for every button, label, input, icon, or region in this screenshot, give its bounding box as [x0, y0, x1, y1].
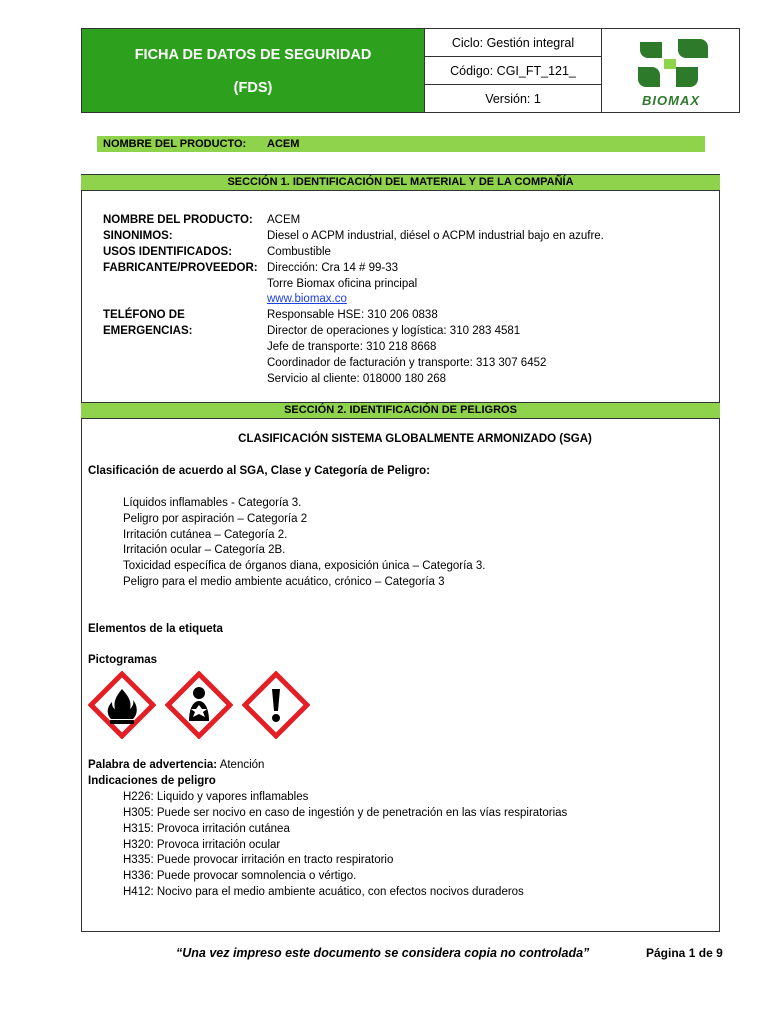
signal-word-line	[88, 758, 264, 772]
product-name-bar	[97, 136, 705, 152]
s1-phone-operations: Director de operaciones y logística: 310 283 4581	[267, 325, 521, 337]
s1-value-uses: Combustible	[267, 246, 331, 258]
s1-phone-customer-service: Servicio al cliente: 018000 180 268	[267, 373, 447, 385]
s1-value-address: Dirección: Cra 14 # 99-33	[267, 262, 399, 274]
s1-label-synonyms: SINONIMOS:	[103, 230, 173, 242]
s1-phone-hse: Responsable HSE: 310 206 0838	[267, 309, 438, 321]
page-total: 9	[716, 946, 723, 960]
codigo-cell: Código: CGI_FT_121_	[425, 57, 602, 85]
health-hazard-icon	[165, 671, 233, 739]
classification-item: Peligro por aspiración – Categoría 2	[123, 513, 308, 525]
hazard-statement: H315: Provoca irritación cutánea	[123, 823, 290, 835]
page-number	[646, 946, 723, 960]
classification-item: Líquidos inflamables - Categoría 3.	[123, 497, 302, 509]
s1-value-office: Torre Biomax oficina principal	[267, 278, 418, 290]
product-name-label: NOMBRE DEL PRODUCTO:	[103, 138, 247, 150]
s1-label-phone-2: EMERGENCIAS:	[103, 325, 193, 337]
classification-item: Peligro para el medio ambiente acuático, crónico – Categoría 3	[123, 576, 445, 588]
hazard-statements-heading: Indicaciones de peligro	[88, 775, 216, 787]
section1-heading: SECCIÓN 1. IDENTIFICACIÓN DEL MATERIAL Y DE LA COMPAÑÍA	[81, 174, 720, 191]
sga-subtitle: CLASIFICACIÓN SISTEMA GLOBALMENTE ARMONIZADO (SGA)	[238, 433, 592, 445]
label-elements-heading: Elementos de la etiqueta	[88, 623, 223, 635]
s1-phone-billing: Coordinador de facturación y transporte: 313 307 6452	[267, 357, 547, 369]
exclamation-icon	[242, 671, 310, 739]
s1-value-product: ACEM	[267, 214, 301, 226]
signal-word: Atención	[219, 759, 265, 771]
version-cell: Versión: 1	[425, 85, 602, 113]
hazard-statement: H226: Liquido y vapores inflamables	[123, 791, 309, 803]
page-of: de	[698, 946, 713, 960]
page-prefix: Página	[646, 946, 686, 960]
s1-phone-transport: Jefe de transporte: 310 218 8668	[267, 341, 437, 353]
hazard-statement: H412: Nocivo para el medio ambiente acuático, con efectos nocivos duraderos	[123, 886, 524, 898]
classification-item: Toxicidad específica de órganos diana, exposición única – Categoría 3.	[123, 560, 486, 572]
pictograms-heading: Pictogramas	[88, 654, 158, 666]
classification-item: Irritación ocular – Categoría 2B.	[123, 544, 286, 556]
signal-word-label: Palabra de advertencia:	[88, 759, 218, 771]
uncontrolled-copy-notice: “Una vez impreso este documento se considera copia no controlada”	[176, 946, 590, 960]
hazard-statement: H335: Puede provocar irritación en tracto respiratorio	[123, 854, 394, 866]
logo-wordmark: BIOMAX	[642, 93, 700, 108]
classification-item: Irritación cutánea – Categoría 2.	[123, 529, 288, 541]
hazard-statement: H320: Provoca irritación ocular	[123, 839, 281, 851]
document-subtitle: (FDS)	[233, 80, 273, 96]
s1-label-manufacturer: FABRICANTE/PROVEEDOR:	[103, 262, 258, 274]
s1-label-product: NOMBRE DEL PRODUCTO:	[103, 214, 253, 226]
classification-heading: Clasificación de acuerdo al SGA, Clase y Categoría de Peligro:	[88, 465, 430, 477]
biomax-logo	[601, 28, 740, 113]
page-current: 1	[688, 946, 696, 960]
s1-value-synonyms: Diesel o ACPM industrial, diésel o ACPM industrial bajo en azufre.	[267, 230, 604, 242]
biomax-logo-icon	[602, 29, 741, 114]
s1-label-uses: USOS IDENTIFICADOS:	[103, 246, 233, 258]
ciclo-cell: Ciclo: Gestión integral	[425, 28, 602, 57]
s1-label-phone-1: TELÉFONO DE	[103, 309, 185, 321]
hazard-statement: H305: Puede ser nocivo en caso de ingestión y de penetración en las vías respiratorias	[123, 807, 568, 819]
product-name-value: ACEM	[267, 138, 300, 150]
document-title-block	[81, 28, 425, 113]
document-title: FICHA DE DATOS DE SEGURIDAD	[134, 47, 372, 63]
website-link[interactable]: www.biomax.co	[267, 293, 347, 305]
hazard-statement: H336: Puede provocar somnolencia o vértigo.	[123, 870, 357, 882]
section2-heading: SECCIÓN 2. IDENTIFICACIÓN DE PELIGROS	[81, 402, 720, 419]
flame-icon	[88, 671, 156, 739]
